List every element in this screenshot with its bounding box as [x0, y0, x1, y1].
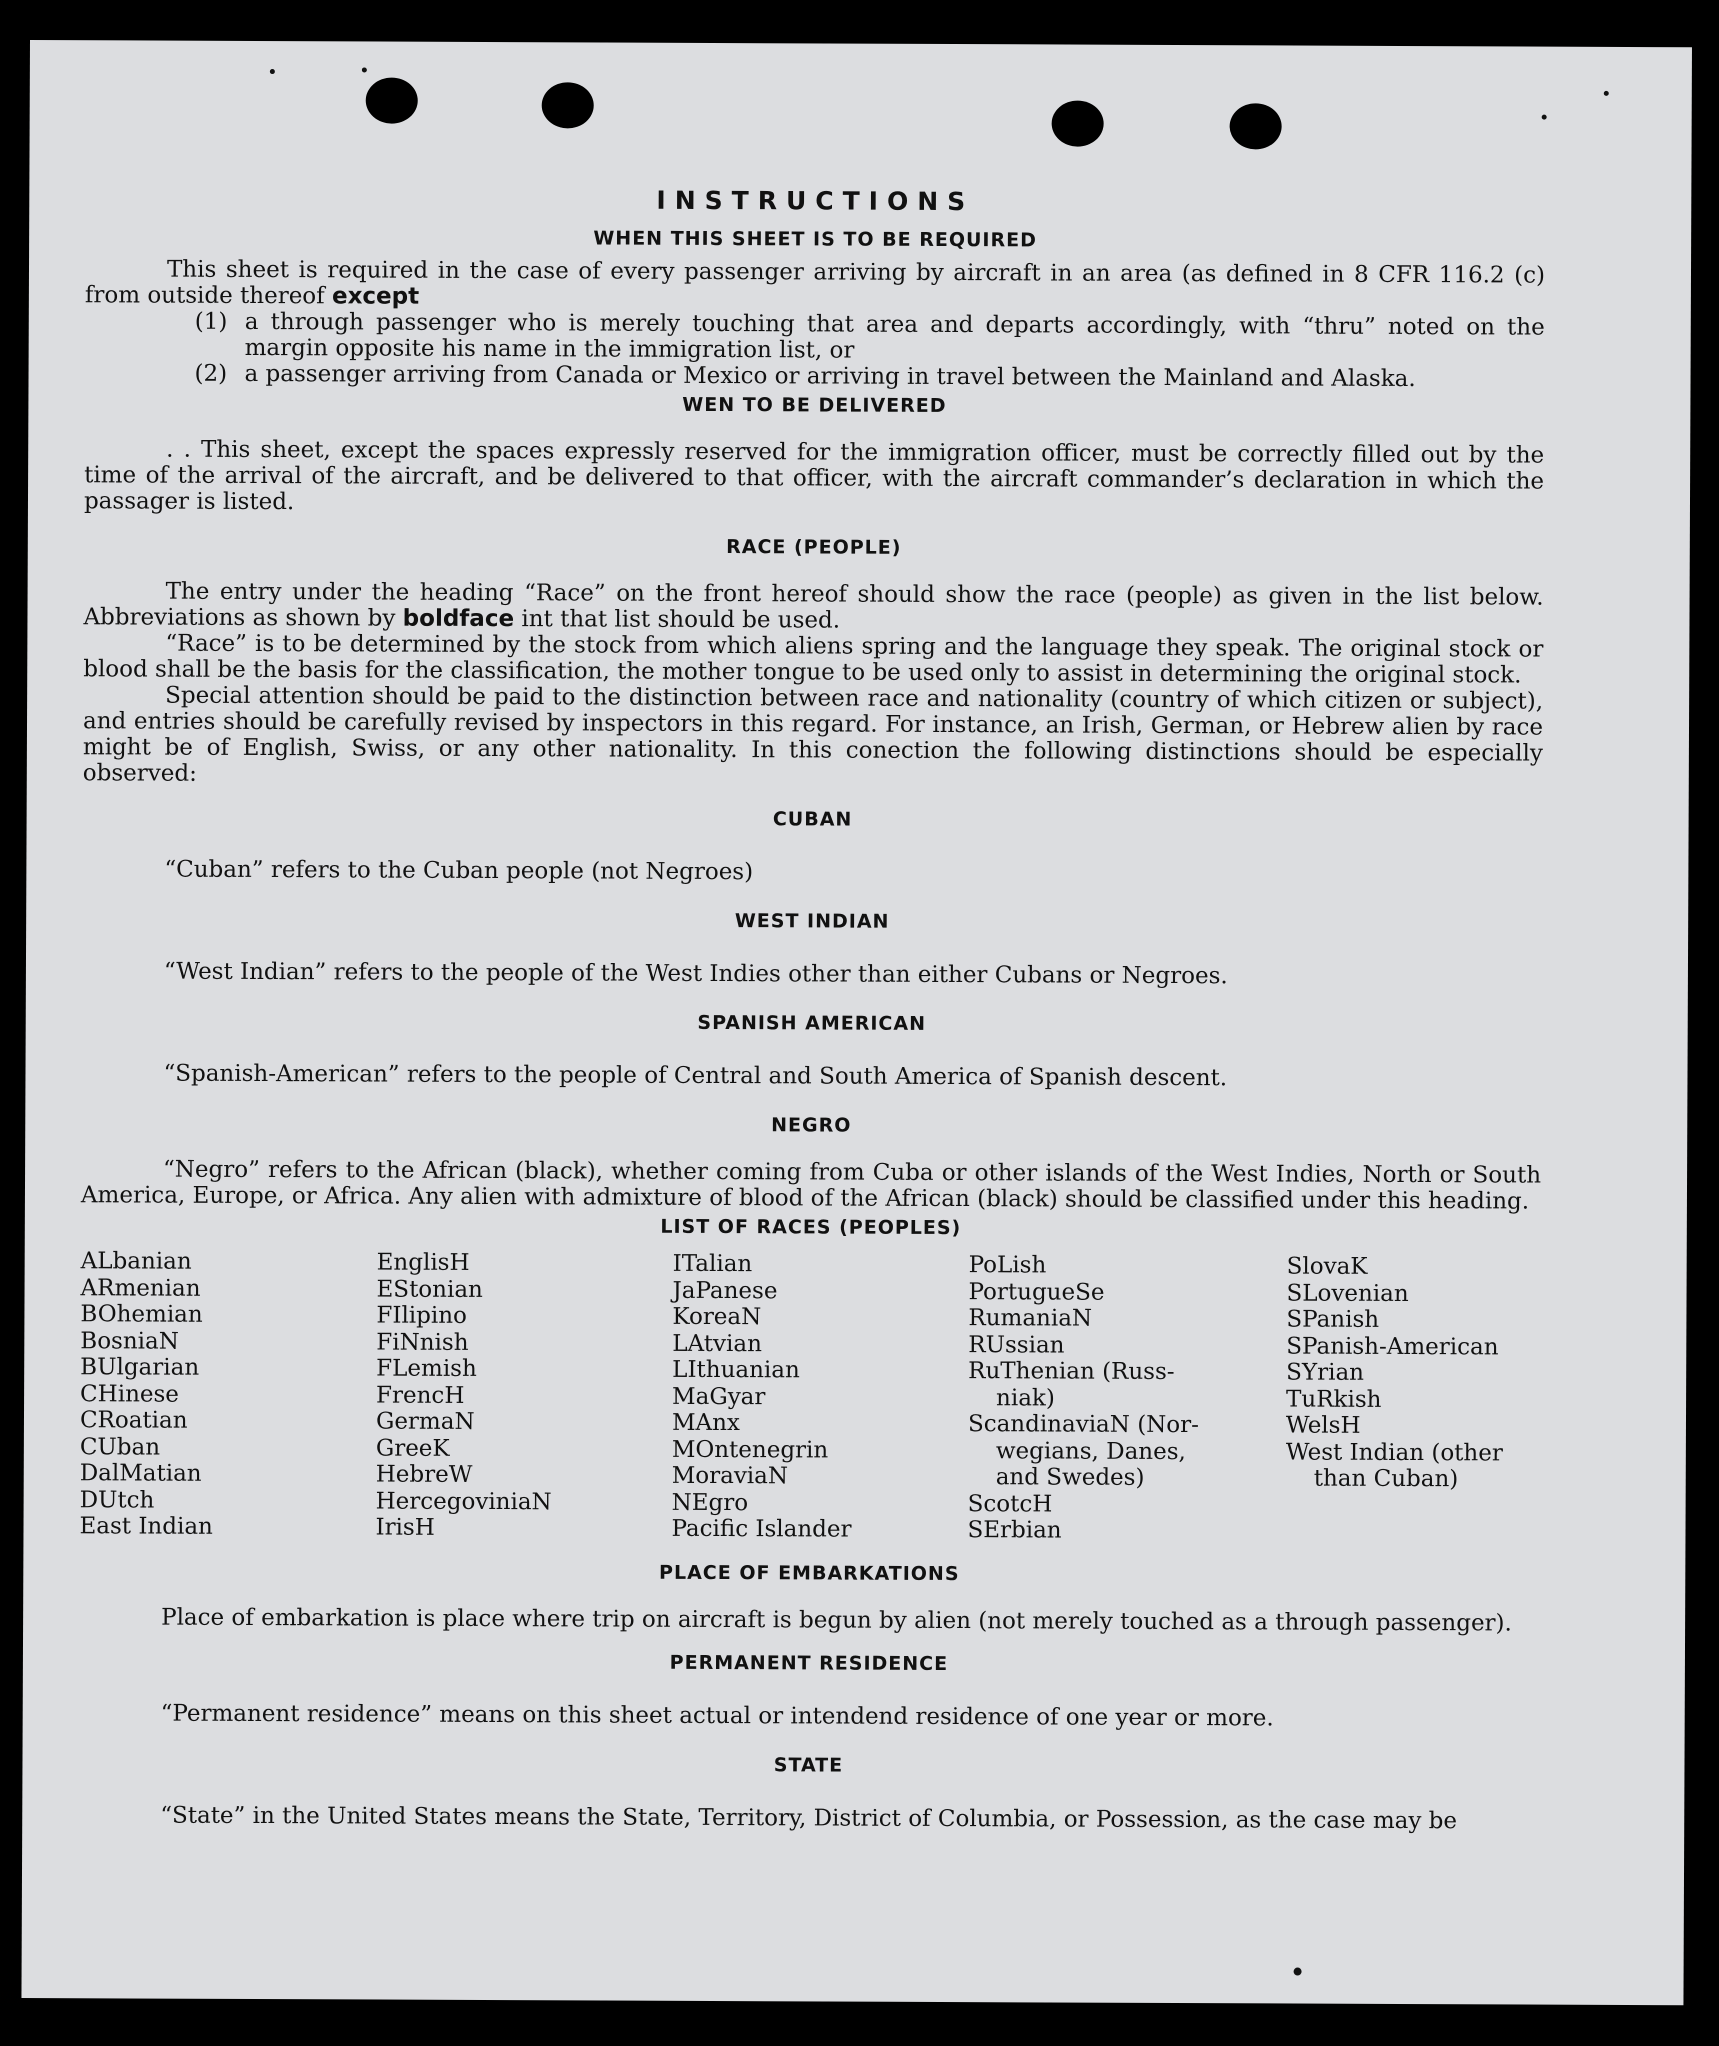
except-bold-text: except	[331, 283, 420, 310]
paragraph-race-3: Special attention should be paid to the distinction between race and nationality (country of which citizen or subject), and entries should be carefully revised by inspectors in this regard. For instance, an Irish, German, or Hebrew alien by race might be of English, Swiss, or any other nationality. In this conection the following distinctions should be especially observed:	[82, 682, 1544, 787]
paragraph-race-2: “Race” is to be determined by the stock from which aliens spring and the language they speak. The original stock or blood shall be the basis for the classification, the mother tongue to be used only to assist in determining the original stock.	[83, 630, 1544, 689]
boldface-text: boldface	[402, 605, 515, 633]
race-entry: PortugueSe	[968, 1278, 1105, 1306]
race-entry: SlovaK	[1286, 1253, 1368, 1280]
heading-cuban: CUBAN	[772, 808, 853, 831]
item-number: (2)	[194, 360, 228, 387]
race-entry: HebreW	[375, 1461, 473, 1488]
paragraph-negro: “Negro” refers to the African (black), whether coming from Cuba or other islands of the West Indies, North or South America, Europe, or Africa. Any alien with admixture of blood of the African (black) should be classified under this heading.	[80, 1156, 1542, 1215]
heading-spanish-american: SPANISH AMERICAN	[697, 1011, 927, 1035]
race-entry: RumaniaN	[968, 1305, 1093, 1332]
race-entry: DUtch	[79, 1486, 155, 1514]
race-entry: and Swedes)	[995, 1464, 1145, 1491]
punch-hole	[1230, 103, 1282, 149]
item-number: (1)	[194, 308, 228, 335]
race-entry: ScandinaviaN (Nor-	[967, 1411, 1200, 1439]
race-entry: wegians, Danes,	[995, 1437, 1186, 1465]
race-entry: CUban	[79, 1433, 161, 1461]
race-entry: ARmenian	[80, 1274, 201, 1302]
heading-embarkation: PLACE OF EMBARKATIONS	[659, 1561, 960, 1585]
race-entry: MOntenegrin	[671, 1436, 829, 1463]
race-entry: FiNnish	[376, 1329, 469, 1356]
race-entry: MAnx	[671, 1409, 740, 1437]
list-item	[84, 360, 1544, 392]
race-entry: LIthuanian	[672, 1356, 800, 1384]
race-entry: GermaN	[375, 1408, 475, 1435]
paragraph-race-1	[83, 578, 1543, 636]
race-entry: WelsH	[1285, 1412, 1361, 1439]
race-entry: FIlipino	[376, 1302, 467, 1329]
heading-west-indian: WEST INDIAN	[734, 910, 890, 933]
race-entry: GreeK	[375, 1435, 450, 1462]
heading-when-required: WHEN THIS SHEET IS TO BE REQUIRED	[593, 227, 1037, 252]
race-entry: RuThenian (Russ-	[968, 1358, 1175, 1386]
race-entry: ScotcH	[967, 1490, 1053, 1517]
paper-speck	[1542, 115, 1547, 120]
list-item	[85, 308, 1545, 366]
race-entry: PoLish	[968, 1252, 1047, 1279]
heading-state: STATE	[773, 1753, 844, 1777]
paper-speck	[1604, 91, 1609, 96]
punch-hole	[1052, 100, 1104, 146]
paragraph-when-required	[85, 256, 1545, 314]
race-entry: NEgro	[671, 1489, 749, 1516]
races-column	[79, 1248, 376, 1541]
paragraph-text: The entry under the heading “Race” on the front hereof should show the race (people) as given in the list below. Abbreviations as shown by	[83, 578, 1544, 632]
paragraph-west-indian: “West Indian” refers to the people of the West Indies other than either Cubans or Negroes.	[163, 958, 1228, 990]
instructions-content	[78, 182, 1545, 1834]
paragraph-text: This sheet is required in the case of every passenger arriving by aircraft in an area (as defined in 8 CFR 116.2 (c) from outside thereof	[84, 256, 1546, 310]
race-entry: Pacific Islander	[671, 1515, 852, 1543]
heading-when-delivered: WEN TO BE DELIVERED	[682, 393, 947, 418]
race-entry: SYrian	[1286, 1359, 1365, 1386]
races-column	[1285, 1253, 1540, 1546]
race-entry: IrisH	[375, 1514, 435, 1541]
race-entry: West Indian (other	[1285, 1438, 1503, 1466]
race-entry: than Cuban)	[1313, 1465, 1459, 1493]
paragraph-text: int that list should be used.	[521, 606, 841, 634]
race-entry: East Indian	[79, 1513, 213, 1540]
race-entry: TuRkish	[1286, 1385, 1382, 1413]
heading-race: RACE (PEOPLE)	[726, 536, 902, 559]
race-entry: KoreaN	[672, 1303, 762, 1331]
race-entry: niak)	[996, 1384, 1055, 1411]
race-entry: SPanish-American	[1286, 1332, 1499, 1360]
heading-permanent-residence: PERMANENT RESIDENCE	[669, 1651, 949, 1675]
race-entry: SErbian	[967, 1517, 1062, 1544]
race-entry: RUssian	[968, 1331, 1065, 1359]
races-column	[375, 1250, 672, 1543]
paragraph-cuban: “Cuban” refers to the Cuban people (not Negroes)	[164, 856, 754, 886]
paragraph-state: “State” in the United States means the State, Territory, District of Columbia, or Possession, as the case may be	[160, 1802, 1458, 1834]
paragraph-when-delivered: . . This sheet, except the spaces expressly reserved for the immigration officer, must be correctly filled out by the time of the arrival of the aircraft, and be delivered to that officer, with the aircraft commander’s declaration in which the passager is listed.	[83, 436, 1545, 516]
heading-negro: NEGRO	[771, 1114, 852, 1137]
punch-hole	[366, 77, 418, 123]
race-entry: CHinese	[80, 1380, 180, 1408]
punch-hole	[542, 82, 594, 128]
race-entry: BUlgarian	[80, 1354, 200, 1381]
paper-speck	[362, 67, 367, 72]
race-entry: EStonian	[376, 1276, 483, 1303]
race-entry: JaPanese	[672, 1277, 778, 1304]
item-text: a passenger arriving from Canada or Mexico or arriving in travel between the Mainland and Alaska.	[244, 360, 1416, 393]
race-entry: EnglisH	[376, 1249, 470, 1276]
race-entry: LAtvian	[672, 1330, 762, 1357]
race-entry: MoraviaN	[671, 1462, 789, 1490]
race-entry: FLemish	[376, 1355, 477, 1382]
paragraph-permanent-residence: “Permanent residence” means on this sheet actual or intendend residence of one year or more.	[160, 1700, 1274, 1731]
paper-speck	[270, 69, 275, 74]
document-sheet	[21, 40, 1692, 2005]
race-entry: BOhemian	[80, 1301, 203, 1328]
race-entry: ALbanian	[80, 1248, 192, 1275]
races-column	[967, 1252, 1286, 1545]
race-entry: BosniaN	[80, 1327, 179, 1355]
races-table	[79, 1248, 1540, 1546]
paper-speck	[1294, 1968, 1302, 1976]
heading-list-of-races: LIST OF RACES (PEOPLES)	[660, 1215, 962, 1240]
race-entry: HercegoviniaN	[375, 1488, 552, 1515]
page-title: INSTRUCTIONS	[656, 185, 975, 217]
race-entry: SLovenian	[1286, 1279, 1409, 1307]
race-entry: MaGyar	[672, 1383, 766, 1410]
item-text: a through passenger who is merely touching that area and departs accordingly, with “thru” noted on the margin opposite his name in the immigration list, or	[244, 308, 1545, 364]
race-entry: DalMatian	[79, 1460, 202, 1487]
race-entry: FrencH	[376, 1382, 465, 1409]
race-entry: CRoatian	[79, 1407, 188, 1434]
race-entry: SPanish	[1286, 1306, 1380, 1333]
race-entry: ITalian	[672, 1250, 753, 1278]
paragraph-spanish-american: “Spanish-American” refers to the people of Central and South America of Spanish descent.	[163, 1060, 1228, 1092]
races-column	[671, 1251, 968, 1544]
paragraph-embarkation: Place of embarkation is place where trip on aircraft is begun by alien (not merely touched as a through passenger).	[161, 1604, 1512, 1636]
